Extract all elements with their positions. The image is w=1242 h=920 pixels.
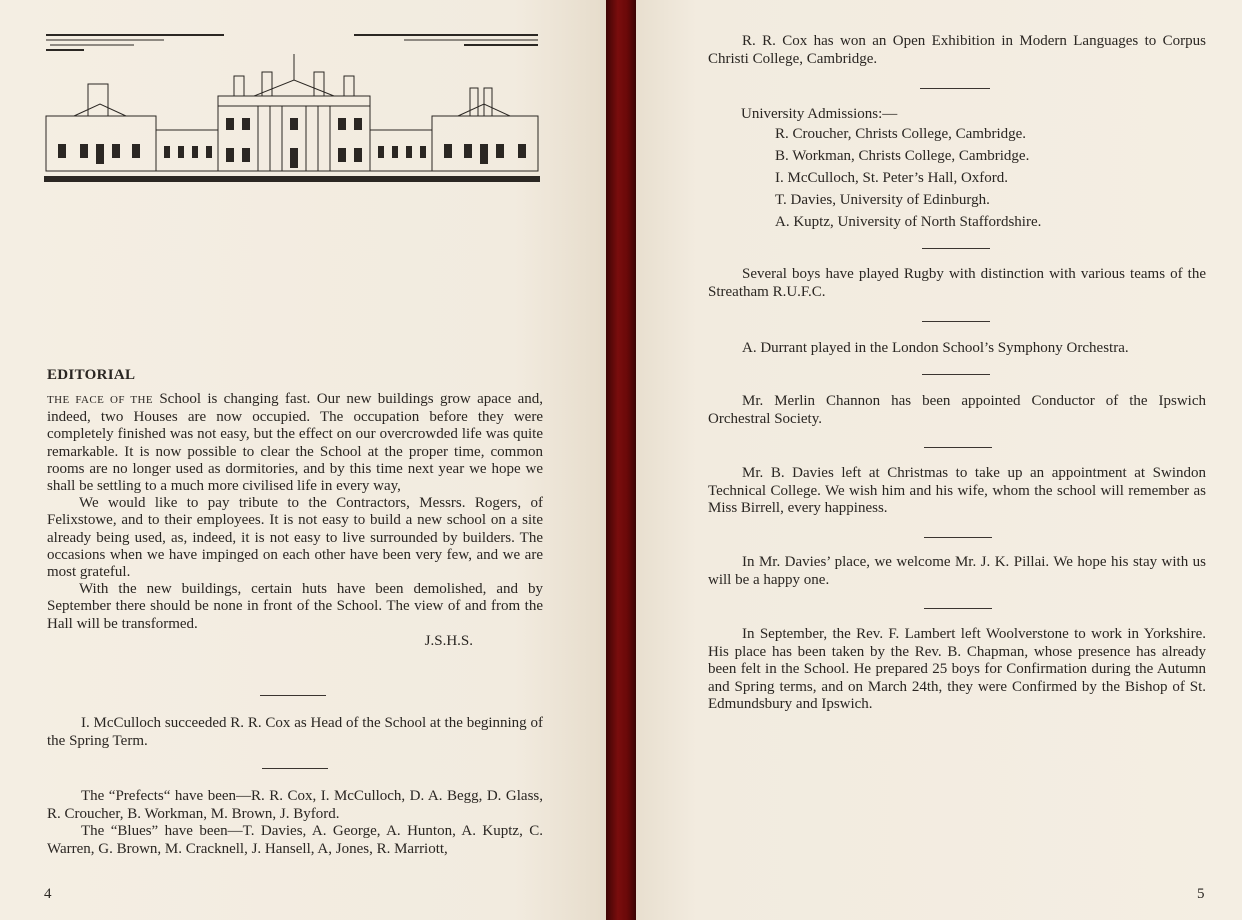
editorial-paragraph-1	[47, 391, 543, 495]
divider	[924, 608, 992, 609]
list-item: T. Davies, University of Edinburgh.	[775, 192, 990, 208]
davies-departure-note: Mr. B. Davies left at Christmas to take up an appointment at Swindon Technical College. We wish him and his wife, whom the school will remember as Miss Birrell, every happiness.	[708, 465, 1206, 516]
list-item: B. Workman, Christs College, Cambridge.	[775, 148, 1030, 164]
admissions-list	[775, 123, 1041, 233]
divider	[262, 768, 328, 769]
page-number: 4	[44, 886, 52, 902]
editorial-paragraph-3: With the new buildings, certain huts have been demolished, and by September there should be none in front of the School. The view of and from the Hall will be transformed.	[47, 581, 543, 632]
editorial-body	[47, 391, 543, 650]
list-item: R. Croucher, Christs College, Cambridge.	[775, 126, 1027, 142]
divider	[924, 537, 992, 538]
divider	[260, 695, 326, 696]
editorial-heading: EDITORIAL	[47, 367, 136, 383]
editorial-lead: THE FACE OF THE	[47, 394, 153, 406]
divider	[924, 447, 992, 448]
blues-note: The “Blues” have been—T. Davies, A. George, A. Hunton, A. Kuptz, C. Warren, G. Brown, M. Cracknell, J. Hansell, A, Jones, R. Marriott,	[47, 823, 543, 857]
rugby-note: Several boys have played Rugby with distinction with various teams of the Streatham R.U.F.C.	[708, 266, 1206, 300]
editorial-signature: J.S.H.S.	[424, 632, 473, 649]
school-building-illustration	[44, 26, 540, 188]
channon-note: Mr. Merlin Channon has been appointed Conductor of the Ipswich Orchestral Society.	[708, 393, 1206, 427]
divider	[920, 88, 990, 89]
divider	[922, 374, 990, 375]
admissions-heading: University Admissions:—	[741, 106, 898, 122]
editorial-paragraph-1-text: School is changing fast. Our new buildings grow apace and, indeed, two Houses are now occupied. The occupation before they were completely finished was not easy, but the effect on our overcrowded life was quite remarkable. It is now possible to clear the School at the proper time, common rooms are no longer used as dormitories, and by this time next year we hope we shall be settling to a much more civilised life in every way,	[47, 391, 543, 495]
left-page	[0, 0, 606, 920]
pillai-welcome-note: In Mr. Davies’ place, we welcome Mr. J. K. Pillai. We hope his stay with us will be a happy one.	[708, 554, 1206, 588]
cox-exhibition-note: R. R. Cox has won an Open Exhibition in Modern Languages to Corpus Christi College, Cambridge.	[708, 33, 1206, 67]
page-number: 5	[1197, 886, 1205, 902]
list-item: A. Kuptz, University of North Staffordshire.	[775, 214, 1042, 230]
orchestra-note: A. Durrant played in the London School’s Symphony Orchestra.	[742, 340, 1129, 356]
prefects-and-blues	[47, 788, 543, 858]
binding-gutter	[606, 0, 636, 920]
head-of-school-note: I. McCulloch succeeded R. R. Cox as Head of the School at the beginning of the Spring Term.	[47, 715, 543, 749]
divider	[922, 321, 990, 322]
lambert-note: In September, the Rev. F. Lambert left Woolverstone to work in Yorkshire. His place has been taken by the Rev. B. Chapman, whose presence has already been felt in the School. He prepared 25 boys for Confirmation during the Autumn and Spring terms, and on March 24th, they were Confirmed by the Bishop of St. Edmundsbury and Ipswich.	[708, 626, 1206, 712]
divider	[922, 248, 990, 249]
prefects-note: The “Prefects“ have been—R. R. Cox, I. McCulloch, D. A. Begg, D. Glass, R. Croucher, B. Workman, M. Brown, J. Byford.	[47, 788, 543, 822]
list-item: I. McCulloch, St. Peter’s Hall, Oxford.	[775, 170, 1009, 186]
editorial-paragraph-2: We would like to pay tribute to the Contractors, Messrs. Rogers, of Felixstowe, and to their employees. It is not easy to build a new school on a site already being used, as, indeed, it is not easy to live surrounded by builders. The occasions when we have impinged on each other have been very few, and we are most grateful.	[47, 495, 543, 581]
